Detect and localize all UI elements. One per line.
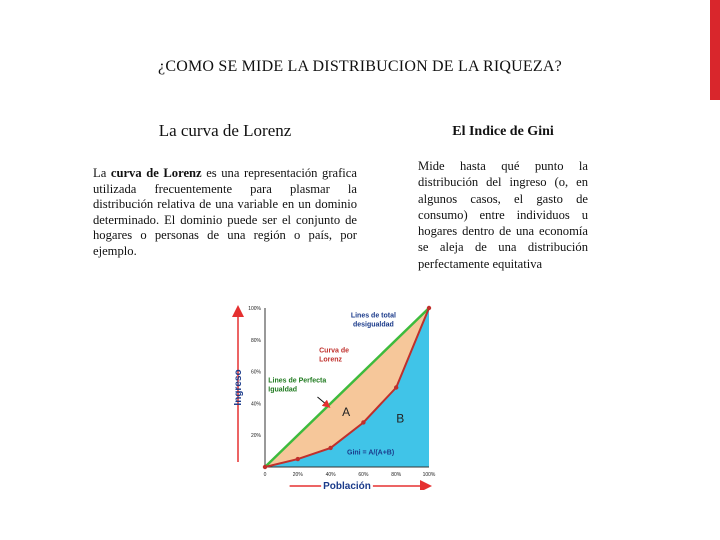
- y-axis-label: Ingreso: [233, 369, 244, 406]
- x-tick-label-1: 20%: [292, 472, 303, 478]
- lorenz-point-5: [427, 306, 431, 310]
- annotation-desigualdad-line2: desigualdad: [352, 321, 394, 329]
- x-tick-label-3: 60%: [358, 472, 369, 478]
- lorenz-point-3: [361, 420, 365, 424]
- page-title: ¿COMO SE MIDE LA DISTRIBUCION DE LA RIQUEZA?: [158, 58, 562, 75]
- annotation-curva-line2: Lorenz: [319, 356, 343, 364]
- x-tick-label-0: 0: [263, 472, 267, 478]
- y-tick-label-0: 20%: [250, 433, 261, 440]
- lorenz-chart-svg: [225, 300, 440, 490]
- x-tick-label-4: 80%: [391, 472, 402, 478]
- lorenz-text-bold: curva de Lorenz: [110, 166, 202, 180]
- gini-description: Mide hasta qué punto la distribución del ingreso (o, en algunos casos, el gasto de consumo) entre individuos u hogares dentro de una economía se aleja de una distribución perfectamente equitativa: [418, 159, 588, 271]
- annotation-igualdad-line1: Lines de Perfecta: [268, 377, 327, 385]
- lorenz-heading: La curva de Lorenz: [158, 121, 292, 140]
- lorenz-point-0: [263, 465, 267, 469]
- gini-formula: Gini = A/(A+B): [347, 449, 395, 457]
- accent-bar: [710, 0, 720, 100]
- area-b-label: B: [396, 411, 405, 426]
- lorenz-point-1: [296, 457, 300, 461]
- area-a-label: A: [342, 405, 351, 420]
- y-tick-label-4: 100%: [248, 306, 261, 312]
- lorenz-chart: [225, 300, 440, 490]
- x-tick-label-2: 40%: [325, 472, 336, 478]
- y-tick-label-3: 80%: [250, 337, 261, 344]
- lorenz-description: [93, 166, 357, 260]
- lorenz-point-4: [394, 385, 398, 389]
- lorenz-text-rest: es una representación grafica utilizada frecuentemente para plasmar la distribución relativa de una variable en un dominio determinado. El dominio puede ser el conjunto de hogares o personas de una región o país, por ejemplo.: [93, 166, 357, 258]
- lorenz-point-2: [328, 446, 332, 450]
- y-tick-label-2: 60%: [250, 369, 261, 376]
- annotation-desigualdad-line1: Lines de total: [350, 312, 396, 320]
- annotation-igualdad-line2: Igualdad: [268, 386, 298, 394]
- gini-heading: El Indice de Gini: [452, 124, 554, 139]
- lorenz-text-prefix: La: [93, 166, 111, 180]
- y-tick-label-1: 40%: [250, 401, 261, 408]
- x-axis-label: Población: [323, 481, 371, 490]
- x-tick-label-5: 100%: [422, 472, 436, 478]
- annotation-curva-line1: Curva de: [319, 347, 350, 355]
